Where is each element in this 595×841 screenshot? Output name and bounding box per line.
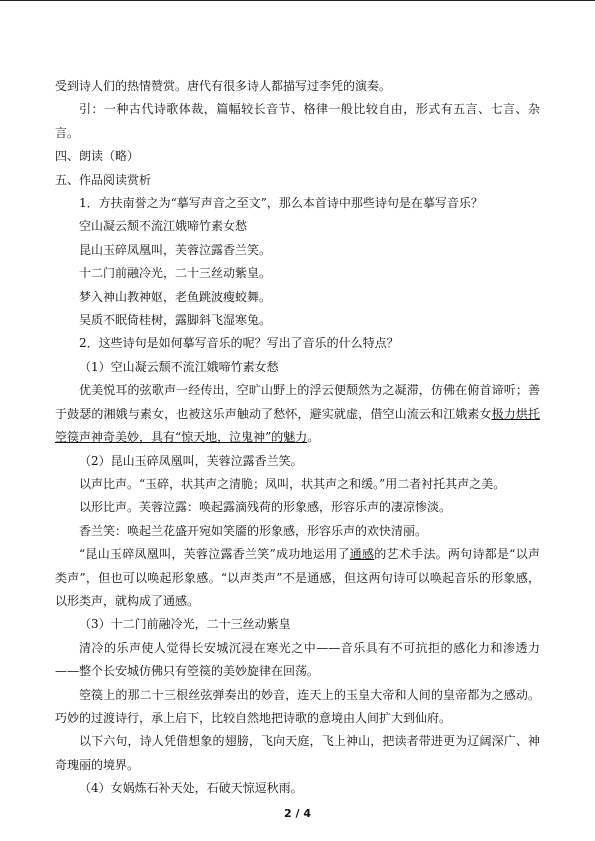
text-run: 香兰笑：唤起兰花盛开宛如笑靥的形象感，形容乐声的欢快清丽。 <box>79 523 428 538</box>
text-run: 以形比声。芙蓉泣露：唤起露滴残荷的形象感，形容乐声的凄凉惨淡。 <box>79 500 452 515</box>
document-body <box>55 75 540 801</box>
underlined-text: 极力烘托箜篌声神奇美妙，具有“惊天地，泣鬼神”的魅力 <box>55 406 540 445</box>
page-number: 2 / 4 <box>284 807 311 820</box>
text-run: 昆山玉碎凤凰叫，芙蓉泣露香兰笑。 <box>79 242 272 257</box>
text-run: 受到诗人们的热情赞赏。唐代有很多诗人都描写过李凭的演奏。 <box>55 79 392 93</box>
paragraph <box>55 309 540 332</box>
paragraph <box>55 684 540 731</box>
text-run: 。 <box>307 430 320 445</box>
text-run: 2．这些诗句是如何摹写音乐的呢？写出了音乐的什么特点？ <box>79 336 399 351</box>
paragraph <box>55 169 540 192</box>
paragraph <box>55 286 540 309</box>
text-run: 1．方扶南誉之为“摹写声音之至文”，那么本首诗中那些诗句是在摹写音乐？ <box>79 196 483 211</box>
text-run: 优美悦耳的弦歌声一经传出，空旷山野上的浮云便颓然为之凝滞，仿佛在俯首谛听；善于鼓瑟的湘娥与素女，也被这乐声触动了愁怀，避实就虚，借空山流云和江娥素女 <box>55 383 540 421</box>
text-run: 清冷的乐声使人觉得长安城沉浸在寒光之中——音乐具有不可抗拒的感化力和渗透力——整个长安城仿佛只有箜篌的美妙旋律在回荡。 <box>55 640 540 679</box>
paragraph <box>55 145 540 168</box>
paragraph <box>55 192 540 215</box>
paragraph <box>55 215 540 238</box>
text-run: （3）十二门前融冷光，二十三丝动紫皇 <box>79 617 291 632</box>
text-run: 的艺术手法。两句诗都是“以声类声”，但也可以唤起形象感。“以声类声”不是通感，但这两句诗可以唤起音乐的形象感，以形类声，就构成了通感。 <box>55 547 540 608</box>
paragraph <box>55 379 540 449</box>
paragraph <box>55 332 540 355</box>
text-run: 四、朗读（略） <box>55 149 140 164</box>
paragraph <box>55 75 540 98</box>
paragraph <box>55 520 540 543</box>
paragraph <box>55 98 540 145</box>
underlined-text: 通感 <box>349 547 375 562</box>
paragraph <box>55 262 540 285</box>
paragraph <box>55 239 540 262</box>
paragraph <box>55 473 540 496</box>
text-run: 十二门前融冷光，二十三丝动紫皇。 <box>79 266 272 281</box>
paragraph <box>55 613 540 636</box>
text-run: （1）空山凝云颓不流江娥啼竹素女愁 <box>79 359 279 374</box>
text-run: （2）昆山玉碎凤凰叫，芙蓉泣露香兰笑。 <box>79 453 303 468</box>
text-run: “昆山玉碎凤凰叫，芙蓉泣露香兰笑”成功地运用了 <box>79 547 350 562</box>
text-run: 梦入神山教神妪，老鱼跳波瘦蛟舞。 <box>79 289 272 304</box>
text-run: （4）女娲炼石补天处，石破天惊逗秋雨。 <box>79 781 303 796</box>
text-run: 箜篌上的那二十三根丝弦弹奏出的妙音，连天上的玉皇大帝和人间的皇帝都为之感动。巧妙的过渡诗行，承上启下，比较自然地把诗歌的意境由人间扩大到仙府。 <box>55 687 540 725</box>
paragraph <box>55 496 540 519</box>
text-run: 五、作品阅读赏析 <box>55 172 152 187</box>
text-run: 吴质不眠倚桂树，露脚斜飞湿寒兔。 <box>79 313 272 328</box>
text-run: 引：一种古代诗歌体裁，篇幅较长音节、格律一般比较自由，形式有五言、七言、杂言。 <box>55 102 540 140</box>
paragraph <box>55 543 540 613</box>
text-run: 以下六句，诗人凭借想象的翅膀，飞向天庭，飞上神山，把读者带进更为辽阔深广、神奇瑰丽的境界。 <box>55 734 540 772</box>
paragraph <box>55 777 540 800</box>
header-rule <box>0 0 595 1</box>
text-run: 以声比声。“玉碎，状其声之清脆；凤叫，状其声之和缓。”用二者衬托其声之美。 <box>79 476 506 491</box>
paragraph <box>55 450 540 473</box>
paragraph <box>55 637 540 684</box>
paragraph <box>55 730 540 777</box>
paragraph <box>55 356 540 379</box>
text-run: 空山凝云颓不流江娥啼竹素女愁 <box>79 219 248 234</box>
